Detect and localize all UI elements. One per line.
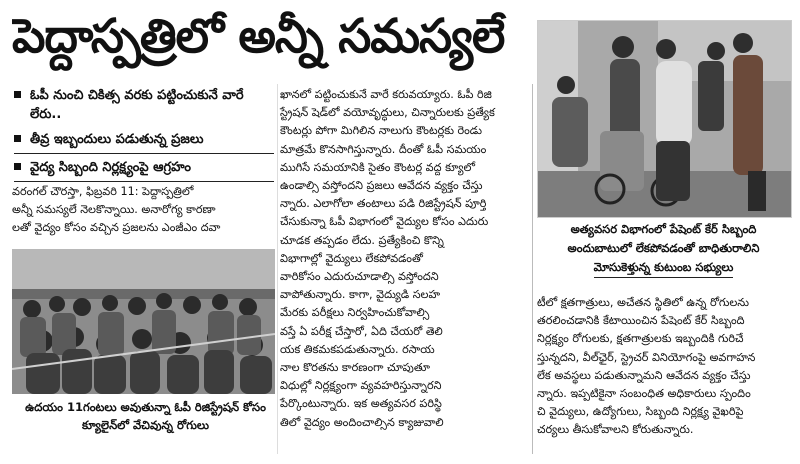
caption-line: మోసుకెళ్తున్న కుటుంబ సభ్యులు bbox=[594, 258, 734, 278]
bullet-item: తీవ్ర ఇబ్బందులు పడుతున్న ప్రజలు bbox=[14, 130, 274, 154]
text-line: చూడక తప్పడం లేదు. ప్రత్యేకించి కొన్ని bbox=[280, 233, 444, 247]
photo-caption-right bbox=[537, 220, 790, 278]
column-rule bbox=[532, 84, 533, 454]
text-line: లేక అవస్థలు పడుతున్నామని ఆవేదన వ్యక్తం చేస్తు bbox=[537, 368, 751, 382]
caption-line: అందుబాటులో లేకపోవడంతో బాధితురాలిని bbox=[567, 241, 760, 255]
text-line: స్ట్రేషన్ షెడ్‌లో వయోవృద్ధులు, చిన్నారులకు ప్రత్యేక bbox=[280, 106, 495, 120]
text-line: యక తికమకపడుతున్నారు. రసాయ bbox=[280, 342, 435, 356]
text-line: చి వైద్యులు, ఉద్యోగులు, సిబ్బంది నిర్లక్ష్య వైఖరిపై bbox=[537, 405, 744, 419]
text-line: చేసుకున్నా ఓపీ విభాగంలో వైద్యుల కోసం ఎదురు bbox=[280, 215, 489, 229]
text-line: వస్తే ఏ పరీక్ష చేస్తారో, ఏది చేయరో తెలి bbox=[280, 324, 443, 338]
text-line: చర్యలు తీసుకోవాలని కోరుతున్నారు. bbox=[537, 423, 694, 437]
text-line: స్తున్నదని, వీల్‌ఛైర్, స్ట్రెచర్ వినియోగంపై అవగాహన bbox=[537, 350, 756, 364]
caption-line: క్యూలైన్‌లో వేచివున్న రోగులు bbox=[81, 418, 210, 432]
text-line: ఖానలో పట్టించుకునే వారే కరువయ్యారు. ఓపీ రిజి bbox=[280, 88, 492, 101]
emergency-ward-photo bbox=[537, 20, 792, 218]
text-line: విభాగాల్లో వైద్యులు లేకపోవడంతో bbox=[280, 251, 423, 265]
text-line: విధుల్లో నిర్లక్ష్యంగా వ్యవహరిస్తున్నారని bbox=[280, 379, 442, 393]
text-line: నిర్లక్ష్యం రోగులకు, క్షతగాత్రులకు ఇబ్బందికి గురిచే bbox=[537, 332, 744, 346]
text-line: వారికోసం ఎదురుచూడాల్సి వస్తోందని bbox=[280, 270, 439, 284]
column-rule bbox=[277, 84, 278, 454]
text-line: కౌంటర్లు పోగా మిగిలిన నాలుగు కౌంటర్లకు రెండు bbox=[280, 124, 482, 138]
bullet-list bbox=[14, 86, 274, 188]
caption-line: అత్యవసర విభాగంలో పేషెంట్ కేర్ సిబ్బంది bbox=[570, 222, 757, 236]
photo-caption-left bbox=[18, 398, 273, 434]
caption-line: ఉదయం 11గంటలు అవుతున్నా ఓపీ రిజిస్ట్రేషన్ కోసం bbox=[25, 400, 266, 414]
bullet-item: వైద్య సిబ్బంది నిర్లక్ష్యంపై ఆగ్రహం bbox=[14, 158, 274, 182]
text-line: పేర్కొంటున్నారు. ఇక అత్యవసర పరిస్థి bbox=[280, 397, 442, 411]
text-line: టీలో క్షతగాత్రులు, అచేతన స్థితిలో ఉన్న రోగులను bbox=[537, 296, 749, 309]
bullet-item: ఓపీ నుంచి చికిత్స వరకు పట్టించుకునే వారే లేరు.. bbox=[14, 86, 274, 124]
text-line: వరంగల్ చౌరస్తా, ఫిబ్రవరి 11: పెద్దాస్పత్రిలో bbox=[12, 185, 194, 198]
text-line: న్నారు. ఇప్పటికైనా సంబంధిత అధికారులు స్పందిం bbox=[537, 387, 751, 401]
text-line: లతో వైద్యం కోసం వచ్చిన ప్రజలను ఎంజీఎం దవా bbox=[12, 221, 221, 235]
text-line: మాత్రమే కొనసాగిస్తున్నారు. దీంతో ఓపీ సమయం bbox=[280, 142, 487, 156]
text-line: వాపోతున్నారు. కాగా, వైద్యుడి సలహ bbox=[280, 288, 441, 302]
text-line: మేరకు పరీక్షలు నిర్వహించుకోవాల్సి bbox=[280, 306, 430, 320]
article-column-2 bbox=[280, 86, 528, 432]
headline: పెద్దాస్పత్రిలో అన్నీ సమస్యలే bbox=[12, 9, 505, 64]
text-line: ముగిసే సమయానికి సైతం కౌంటర్ల వద్ద క్యూలో bbox=[280, 160, 476, 174]
text-line: ఉండాల్సి వస్తోందని ప్రజలు ఆవేదన వ్యక్తం చేస్తు bbox=[280, 179, 483, 193]
article-column-3 bbox=[537, 294, 789, 440]
text-line: న్నారు. ఎలాగోలా తంటాలు పడి రిజిస్ట్రేషన్ పూర్తి bbox=[280, 197, 487, 211]
text-line: నాల కొరతను కారణంగా చూపుతూ bbox=[280, 361, 431, 375]
queue-photo bbox=[12, 249, 275, 394]
text-line: తిలో వైద్యం అందించాల్సిన క్యాజువాలి bbox=[280, 415, 444, 429]
text-line: తరలించడానికి కేటాయించిన పేషెంట్ కేర్ సిబ్బంది bbox=[537, 314, 745, 328]
article-column-1 bbox=[12, 183, 274, 238]
text-line: అన్నీ సమస్యలే నెలకొన్నాయి. అనారోగ్య కారణా bbox=[12, 203, 216, 217]
